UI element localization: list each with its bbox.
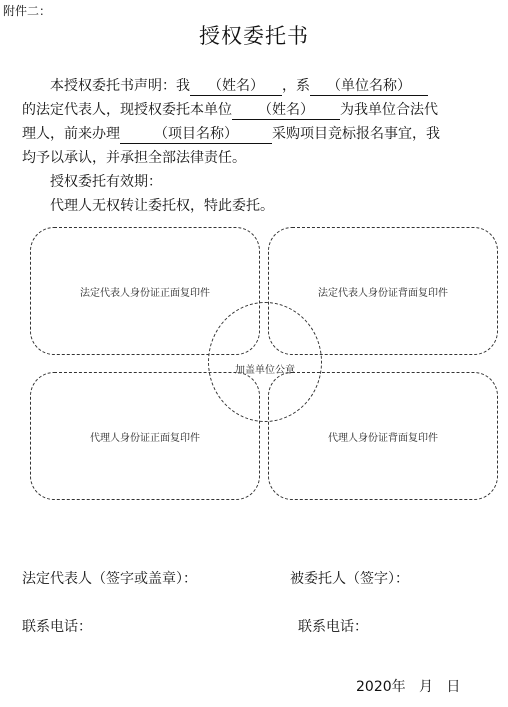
body-line-2: [22, 98, 492, 122]
no-transfer-text: 代理人无权转让委托权，特此委托。: [50, 198, 274, 214]
handle-text: 理人，前来办理: [22, 126, 120, 142]
phone-label-right: 联系电话：: [298, 619, 368, 635]
name-blank-1[interactable]: （姓名）: [190, 77, 282, 96]
agent-text: 为我单位合法代: [340, 102, 438, 118]
legal-rep-id-back-label: 法定代表人身份证背面复印件: [318, 287, 448, 299]
body-line-4: 均予以承认，并承担全部法律责任。: [22, 150, 246, 166]
project-blank[interactable]: （项目名称）: [120, 125, 272, 144]
phone-label-left: 联系电话：: [22, 619, 92, 635]
name-blank-2[interactable]: （姓名）: [232, 101, 340, 120]
statement-text: 本授权委托书声明：我: [50, 78, 190, 94]
relation-text: ，系: [282, 78, 310, 94]
unit-blank[interactable]: （单位名称）: [310, 77, 428, 96]
body-line-1: [22, 74, 492, 98]
body-line-6: [22, 194, 492, 218]
seal-label: 加盖单位公章: [235, 365, 295, 376]
body-line-5: [22, 170, 492, 194]
document-title: 授权委托书: [199, 24, 309, 48]
agent-id-back-label: 代理人身份证背面复印件: [328, 432, 438, 444]
legal-rep-id-front-label: 法定代表人身份证正面复印件: [80, 287, 210, 299]
agent-id-front-label: 代理人身份证正面复印件: [90, 432, 200, 444]
legal-rep-signature-label: 法定代表人（签字或盖章）：: [22, 571, 197, 587]
agent-signature-label: 被委托人（签字）：: [290, 571, 409, 587]
procurement-text: 采购项目竞标报名事宜，我: [272, 126, 440, 142]
attachment-label: 附件二：: [3, 4, 52, 18]
validity-label: 授权委托有效期：: [50, 174, 162, 190]
date-line: 2020年 月 日: [356, 679, 461, 695]
legal-rep-text: 的法定代表人，现授权委托本单位: [22, 102, 232, 118]
body-line-3: [22, 122, 492, 146]
